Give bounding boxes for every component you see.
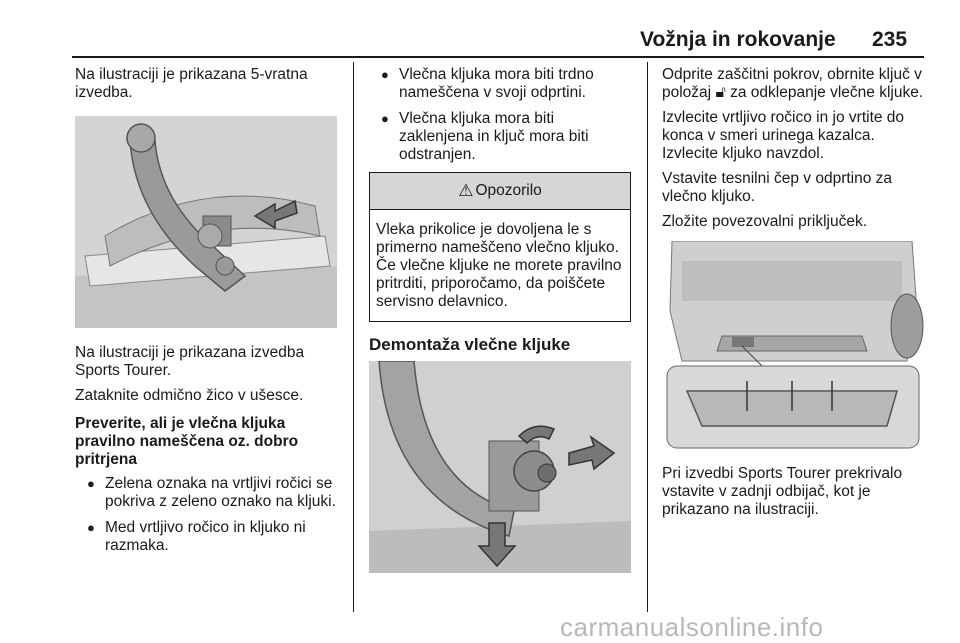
warning-header bbox=[370, 173, 630, 210]
illustration-towbar-removal bbox=[369, 361, 631, 573]
text-run: za odklepanje vlečne kljuke. bbox=[725, 84, 924, 101]
list-item bbox=[75, 519, 343, 555]
illustration-sports-tourer-cover bbox=[662, 241, 924, 453]
bullet-icon: ● bbox=[87, 476, 95, 491]
warning-label: Opozorilo bbox=[475, 182, 542, 199]
page-title: Vožnja in rokovanje bbox=[640, 28, 836, 51]
text-run: Odprite zaščitni pokrov, obrnite ključ v položaj bbox=[662, 66, 922, 101]
column-divider bbox=[353, 62, 354, 612]
bullet-list bbox=[75, 475, 343, 555]
warning-text: Vleka prikolice je dovoljena le s primerno nameščeno vlečno kljuko. Če vlečne kljuke ne morete pravilno pritrditi, priporočamo, da poiščete servisno delavnico. bbox=[376, 221, 622, 310]
paragraph: Zataknite odmično žico v ušesce. bbox=[75, 387, 304, 404]
bullet-icon: ● bbox=[381, 111, 389, 126]
list-item bbox=[369, 66, 631, 102]
unlock-position-icon: 🔓︎ bbox=[715, 84, 726, 101]
sports-tourer-cover-drawing bbox=[662, 241, 924, 453]
watermark: carmanualsonline.info bbox=[560, 612, 824, 642]
column-2 bbox=[369, 66, 631, 573]
bullet-list bbox=[369, 66, 631, 164]
bullet-icon: ● bbox=[381, 67, 389, 82]
paragraph bbox=[662, 66, 928, 102]
paragraph: Izvlecite vrtljivo ročico in jo vrtite do konca v smeri urinega kazalca. Izvlecite kljuko navzdol. bbox=[662, 109, 905, 162]
paragraph: Vstavite tesnilni čep v odprtino za vlečno kljuko. bbox=[662, 170, 893, 205]
illustration-towbar-5door bbox=[75, 116, 337, 328]
paragraph: Zložite povezovalni priključek. bbox=[662, 213, 868, 230]
check-heading: Preverite, ali je vlečna kljuka pravilno nameščena oz. dobro pritrjena bbox=[75, 415, 299, 468]
paragraph: Na ilustraciji je prikazana izvedba Sports Tourer. bbox=[75, 344, 305, 379]
paragraph: Na ilustraciji je prikazana 5-vratna izvedba. bbox=[75, 66, 308, 101]
warning-triangle-icon: ⚠ bbox=[458, 181, 474, 200]
list-item-text: Vlečna kljuka mora biti trdno nameščena v svoji odprtini. bbox=[399, 66, 594, 101]
list-item-text: Vlečna kljuka mora biti zaklenjena in ključ mora biti odstranjen. bbox=[399, 110, 589, 163]
list-item-text: Zelena oznaka na vrtljivi ročici se pokriva z zeleno oznako na kljuki. bbox=[105, 475, 336, 510]
list-item-text: Med vrtljivo ročico in kljuko ni razmaka. bbox=[105, 519, 306, 554]
column-1 bbox=[75, 66, 343, 563]
page-header bbox=[0, 0, 960, 60]
list-item bbox=[75, 475, 343, 511]
warning-box bbox=[369, 172, 631, 322]
towbar-5door-drawing bbox=[75, 116, 337, 328]
column-divider bbox=[647, 62, 648, 612]
header-rule bbox=[72, 56, 924, 58]
page-number: 235 bbox=[872, 28, 908, 51]
towbar-removal-drawing bbox=[369, 361, 631, 573]
section-heading: Demontaža vlečne kljuke bbox=[369, 335, 571, 354]
column-3 bbox=[662, 66, 928, 526]
list-item bbox=[369, 110, 631, 164]
bullet-icon: ● bbox=[87, 520, 95, 535]
paragraph: Pri izvedbi Sports Tourer prekrivalo vstavite v zadnji odbijač, kot je prikazano na ilustraciji. bbox=[662, 465, 903, 518]
